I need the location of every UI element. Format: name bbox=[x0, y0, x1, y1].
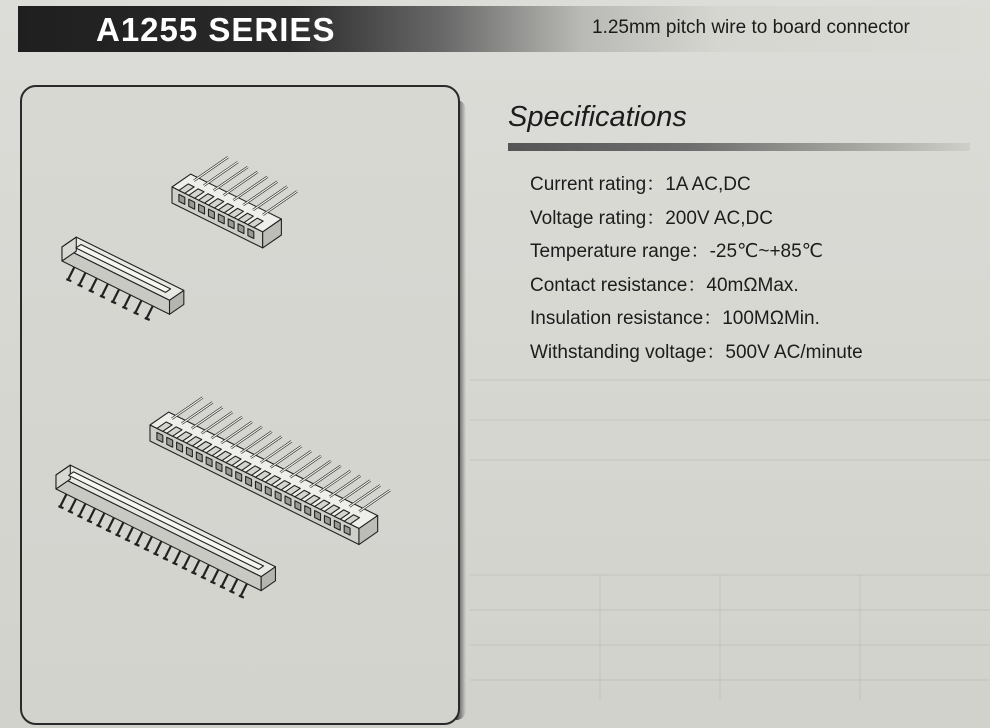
spec-temperature-range bbox=[530, 235, 863, 269]
housing-small-illustration bbox=[172, 157, 297, 248]
spec-label: Contact resistance bbox=[530, 274, 688, 296]
product-illustration-panel bbox=[20, 85, 460, 725]
spec-value: 100MΩMin. bbox=[722, 308, 820, 330]
spec-separator: ： bbox=[687, 274, 707, 296]
spec-label: Current rating bbox=[530, 174, 647, 195]
spec-separator: ： bbox=[706, 341, 726, 363]
spec-withstanding-voltage bbox=[530, 336, 863, 370]
wafer-small-illustration bbox=[62, 237, 184, 320]
spec-label: Insulation resistance bbox=[530, 308, 704, 330]
spec-value: 40mΩMax. bbox=[706, 274, 799, 296]
specifications-heading: Specifications bbox=[508, 101, 687, 133]
spec-current-rating bbox=[530, 168, 863, 202]
spec-value: -25℃~+85℃ bbox=[709, 241, 824, 263]
series-subtitle: 1.25mm pitch wire to board connector bbox=[592, 17, 910, 38]
connector-illustrations bbox=[22, 87, 458, 723]
series-title: A1255 SERIES bbox=[96, 11, 336, 48]
spec-value: 500V AC/minute bbox=[725, 341, 863, 363]
spec-separator: ： bbox=[646, 174, 666, 195]
spec-separator: ： bbox=[646, 207, 666, 229]
specifications-divider bbox=[508, 143, 970, 151]
spec-label: Temperature range bbox=[530, 241, 691, 263]
specifications-list bbox=[530, 168, 863, 370]
spec-separator: ： bbox=[703, 308, 723, 330]
spec-label: Withstanding voltage bbox=[530, 341, 707, 363]
spec-value: 200V AC,DC bbox=[665, 207, 773, 229]
spec-contact-resistance bbox=[530, 269, 863, 303]
spec-voltage-rating bbox=[530, 202, 863, 236]
spec-value: 1A AC,DC bbox=[665, 174, 751, 195]
spec-insulation-resistance bbox=[530, 302, 863, 336]
spec-separator: ： bbox=[690, 241, 710, 263]
spec-label: Voltage rating bbox=[530, 207, 647, 229]
